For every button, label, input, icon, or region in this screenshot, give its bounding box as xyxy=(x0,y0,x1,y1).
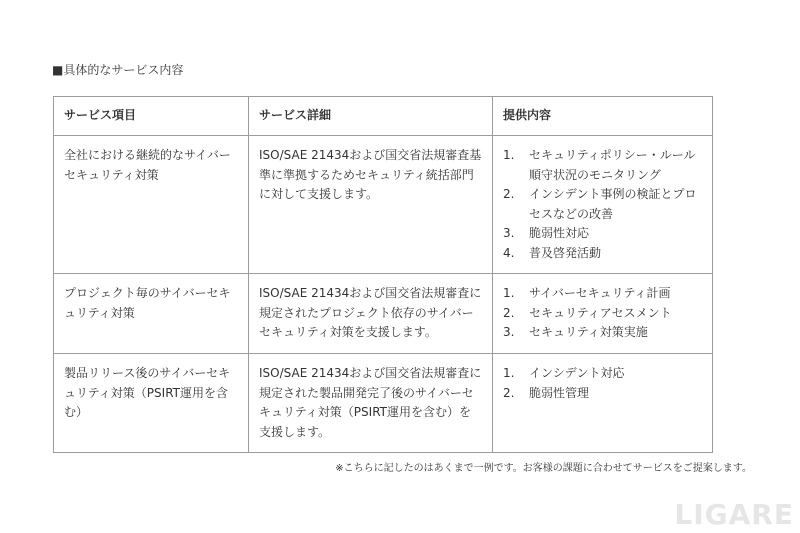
provision-list xyxy=(503,146,702,263)
provision-cell xyxy=(493,274,713,354)
list-number: 2. xyxy=(503,305,515,320)
list-item xyxy=(503,244,702,264)
header-service-item: サービス項目 xyxy=(54,97,249,136)
list-number: 2. xyxy=(503,385,515,400)
footnote: ※こちらに記したのはあくまで一例です。お客様の課題に合わせてサービスをご提案します。 xyxy=(335,463,752,474)
list-number: 2. xyxy=(503,187,515,201)
list-item xyxy=(503,384,702,404)
list-number: 1. xyxy=(503,366,515,380)
provision-cell xyxy=(493,136,713,274)
section-heading: ■具体的なサービス内容 xyxy=(52,63,184,77)
table-row xyxy=(54,354,713,453)
list-text: インシデント対応 xyxy=(529,366,625,380)
service-detail-cell: ISO/SAE 21434および国交省法規審査に規定された製品開発完了後のサイバーセキュリティ対策（PSIRT運用を含む）を支援します。 xyxy=(249,354,493,453)
list-item xyxy=(503,284,702,304)
list-item xyxy=(503,185,702,224)
list-item xyxy=(503,323,702,343)
table-row xyxy=(54,274,713,354)
list-text: インシデント事例の検証とプロセスなどの改善 xyxy=(529,187,697,221)
service-item-cell: 製品リリース後のサイバーセキュリティ対策（PSIRT運用を含む） xyxy=(54,354,249,453)
list-text: 脆弱性管理 xyxy=(529,385,590,400)
table-header-row xyxy=(54,97,713,136)
list-text: 普及啓発活動 xyxy=(529,245,602,260)
list-text: セキュリティポリシー・ルール順守状況のモニタリング xyxy=(529,148,696,182)
list-text: セキュリティ対策実施 xyxy=(529,325,648,339)
list-number: 1. xyxy=(503,148,515,162)
list-number: 1. xyxy=(503,286,515,300)
list-item xyxy=(503,146,702,185)
service-item-cell: プロジェクト毎のサイバーセキュリティ対策 xyxy=(54,274,249,354)
watermark-logo: LIGARE xyxy=(674,498,794,531)
list-item xyxy=(503,304,702,324)
list-number: 3. xyxy=(503,226,515,240)
provision-list xyxy=(503,364,702,403)
list-text: サイバーセキュリティ計画 xyxy=(529,286,671,300)
list-text: セキュリティアセスメント xyxy=(529,305,672,320)
list-item xyxy=(503,364,702,384)
service-detail-cell: ISO/SAE 21434および国交省法規審査に規定されたプロジェクト依存のサイバーセキュリティ対策を支援します。 xyxy=(249,274,493,354)
list-item xyxy=(503,224,702,244)
service-item-cell: 全社における継続的なサイバーセキュリティ対策 xyxy=(54,136,249,274)
header-service-detail: サービス詳細 xyxy=(249,97,493,136)
header-provision: 提供内容 xyxy=(493,97,713,136)
service-detail-cell: ISO/SAE 21434および国交省法規審査基準に準拠するためセキュリティ統括部門に対して支援します。 xyxy=(249,136,493,274)
list-number: 3. xyxy=(503,325,515,339)
provision-cell xyxy=(493,354,713,453)
provision-list xyxy=(503,284,702,343)
services-table xyxy=(53,96,713,453)
list-text: 脆弱性対応 xyxy=(529,226,590,240)
table-row xyxy=(54,136,713,274)
list-number: 4. xyxy=(503,245,515,260)
